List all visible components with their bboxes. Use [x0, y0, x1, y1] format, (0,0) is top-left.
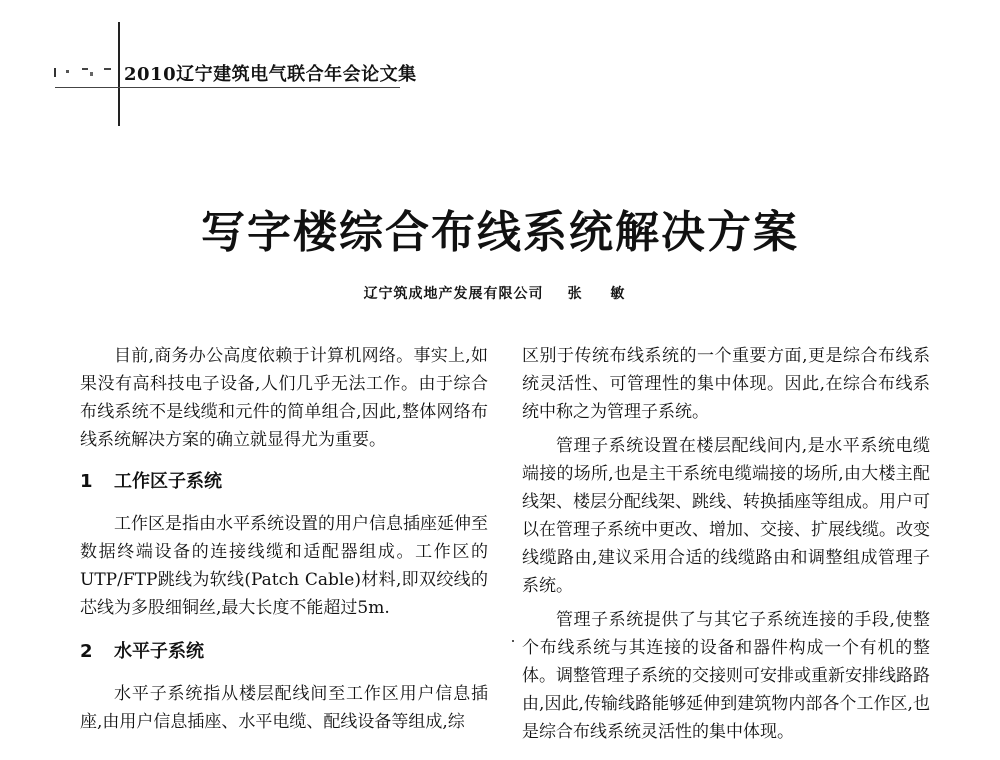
left-column — [80, 342, 488, 736]
management-function-paragraph: 管理子系统提供了与其它子系统连接的手段,使整个布线系统与其连接的设备和器件构成一个有机的整体。调整管理子系统的交接则可安排或重新安排线路路由,因此,传输线路能够延伸到建筑物内部各个工作区,也是综合布线系统灵活性的集中体现。 — [522, 610, 930, 742]
header-vertical-rule — [118, 22, 120, 126]
section-heading-work-area — [80, 466, 488, 498]
author-affiliation: 辽宁筑成地产发展有限公司 — [363, 286, 544, 302]
article-title: 写字楼综合布线系统解决方案 — [201, 207, 799, 258]
section-title: 水平子系统 — [114, 641, 204, 662]
author-line — [0, 283, 1000, 303]
header-ornament-icon — [52, 66, 114, 78]
management-continuation-paragraph: 区别于传统布线系统的一个重要方面,更是综合布线系统灵活性、可管理性的集中体现。因此,在综合布线系统中称之为管理子系统。 — [522, 346, 930, 422]
intro-paragraph: 目前,商务办公高度依赖于计算机网络。事实上,如果没有高科技电子设备,人们几乎无法工作。由于综合布线系统不是线缆和元件的简单组合,因此,整体网络布线系统解决方案的确立就显得尤为重要。 — [80, 346, 488, 450]
header-horizontal-rule — [55, 87, 400, 88]
proceedings-title: 2010辽宁建筑电气联合年会论文集 — [124, 64, 417, 85]
work-area-paragraph: 工作区是指由水平系统设置的用户信息插座延伸至数据终端设备的连接线缆和适配器组成。工作区的UTP/FTP跳线为软线(Patch Cable)材料,即双绞线的芯线为多股细铜丝,最大长度不能超过5m. — [80, 514, 488, 618]
section-number: 1 — [80, 471, 93, 492]
management-location-paragraph: 管理子系统设置在楼层配线间内,是水平系统电缆端接的场所,也是主干系统电缆端接的场所,由大楼主配线架、楼层分配线架、跳线、转换插座等组成。用户可以在管理子系统中更改、增加、交接、扩展线缆。改变线缆路由,建议采用合适的线缆路由和调整组成管理子系统。 — [522, 436, 930, 596]
right-column — [522, 342, 930, 746]
horizontal-paragraph: 水平子系统指从楼层配线间至工作区用户信息插座,由用户信息插座、水平电缆、配线设备等组成,综 — [80, 684, 488, 732]
section-title: 工作区子系统 — [114, 471, 222, 492]
scan-speck — [512, 640, 514, 642]
section-number: 2 — [80, 641, 93, 662]
author-name: 张 敏 — [567, 286, 637, 302]
section-heading-horizontal — [80, 636, 488, 668]
